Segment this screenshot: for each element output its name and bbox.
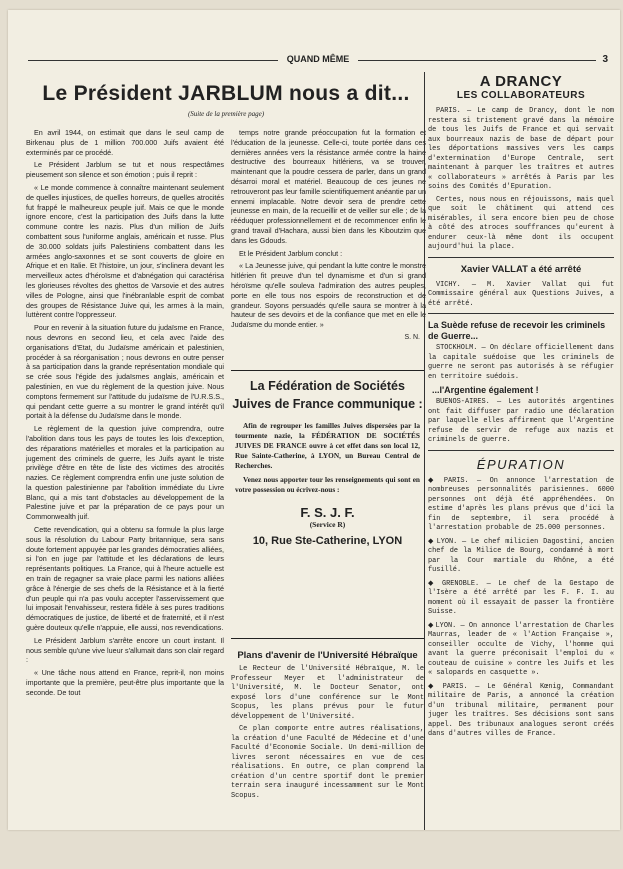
article-signature: S. N. [404,333,420,341]
epuration-item-text: PARIS. — Le Général Kœnig, Commandant militaire de Paris, a annoncé la création d'un tribunal militaire, permanent pour juger les traîtres. Ses décisions sont sans appel. Des tribunaux analogues seront créés dans d'autres villes de France. [428,682,614,738]
argentine-heading: ...l'Argentine également ! [432,385,539,395]
university-article [231,650,424,804]
section-rule [428,313,614,314]
main-article-subtitle: (Suite de la première page) [187,110,265,118]
page-header [8,54,620,64]
epuration-item [428,537,614,576]
university-paragraph: Le Recteur de l'Université Hébraïque, M. le Professeur Meyer et l'administrateur de l'Université, M. le Docteur Senator, ont exposé lors d'une conférence sur le Mont Scopus, les plans prévus pour le futur développement de l'Université. [231,665,424,721]
drancy-subtitle: LES COLLABORATEURS [456,90,586,101]
article-paragraph: Le Président Jarblum s'arrête encore un court instant. Il nous semble qu'une vive lueur s'allumait dans son clair regard : [26,635,224,665]
article-paragraph: Cette revendication, qui a obtenu sa formule la plus large sous la résolution du Labour Party britannique, sera sans doute fortement appuyée par les grandes démocraties alliées, si l'on en juge par l'attitude et les déclarations de leurs représentants politiques. La France, qui à l'heure actuelle est en train de regagner sa vraie place parmi les nations alliées grâce à l'énergie de ses chefs de la Résistance et à la fierté d'un peuple qui n'a pas voulu accepter l'asservissement que lui imposait l'envahisseur, restera fidèle à ses pures traditions démocratiques de justice, de liberté et de fraternité, et il n'est guère douteux qu'elle n'appuie, elle aussi, nos revendications. [26,525,224,633]
article-paragraph: « La Jeunesse juive, qui pendant la lutte contre le monstre hitlérien fit preuve d'un tel dynamisme et d'un si grand héroïsme qu'elle souleva l'admiration des autres peuples, porte en elle tous nos espoirs de reconstruction et de grandeur. Soyons persuadés qu'elle saura se montrer à la hauteur de ses devoirs et de la confiance que met en elle le Judaïsme du monde entier. » [231,261,426,330]
section-rule [428,450,614,451]
federation-address: 10, Rue Ste-Catherine, LYON [252,535,403,547]
epuration-item-text: GRENOBLE. — Le chef de la Gestapo de l'Isère a été arrêté par les F. F. I. au moment où il essayait de passer la frontière Suisse. [428,579,614,616]
epuration-item [428,579,614,618]
diamond-bullet-icon: ◆ [428,537,437,545]
article-paragraph: En avril 1944, on estimait que dans le seul camp de Birkenau plus de 1 million 700.000 Juifs avaient été exterminés par ce procédé. [26,128,224,157]
drancy-title: A DRANCY [479,74,563,90]
suede-heading: La Suède refuse de recevoir les criminels de Guerre... [428,320,606,341]
federation-heading: La Fédération de Sociétés Juives de France communique : [232,379,423,411]
article-paragraph: Pour en revenir à la situation future du judaïsme en France, nous devrons en second lieu, et cela avec l'aide des organisations d'Etat, du Judaïsme américain et palestinien, procéder à sa réorganisation ; nous devrons en outre penser à sa participation dans la grande représentation mondiale qui se crée sous l'égide des judaïsmes anglais, américain et palestinien, en vue du règlement de la question juive. Nous comptons fermement sur l'attitude du judaïsme de l'U.R.S.S., qui pendant cette guerre a su montrer le grand intérêt qu'il portait à la défense du Judaïsme dans le monde. [26,323,224,421]
drancy-paragraph: Certes, nous nous en réjouissons, mais quel que soit le châtiment qui attend ces misérables, il sera encore bien peu de chose à côté des atroces souffrances qu'eurent à endurer ceux-là même dont ils occupent aujourd'hui la place. [428,195,614,251]
vallat-heading: Xavier VALLAT a été arrêté [460,263,582,275]
vallat-text: VICHY. — M. Xavier Vallat qui fut Commissaire général aux Questions Juives, a été arrêté. [428,280,614,308]
newspaper-page [8,10,620,830]
epuration-item [428,621,614,679]
header-rule-right [358,60,596,61]
argentine-text: BUENOS-AIRES. — Les autorités argentines ont fait diffuser par radio une déclaration par laquelle elles affirment que l'Argentine refuse de servir de refuge aux nazis et criminels de guerre. [428,398,614,444]
main-article-column-1 [26,128,224,808]
section-rule [428,257,614,258]
newspaper-title: QUAND MÊME [286,54,350,64]
drancy-paragraph: PARIS. — Le camp de Drancy, dont le nom restera si tristement gravé dans la mémoire de tous les Juifs de France et qui servait aux bourreaux nazis de base de départ pour les déportations massives vers les camps d'extermination d'Europe Centrale, sert maintenant à parquer les traîtres et autres « collaborateurs » arrêtés à Paris par les soins des Comités d'Epuration. [428,107,614,191]
diamond-bullet-icon: ◆ [428,476,444,484]
suede-text: STOCKHOLM. — On déclare officiellement dans la capitale suédoise que les criminels de guerre ne seront pas autorisés à se réfugier en territoire suédois. [428,344,614,381]
epuration-item-text: LYON. — On annonce l'arrestation de Charles Maurras, leader de « l'Action Française », conseiller occulte de Vichy, l'homme qui avant la guerre préconisait l'emploi du « couteau de cuisine » contre les Juifs et les « salopards en casquette ». [428,621,614,677]
federation-notice-box [231,370,424,639]
header-rule-left [28,60,278,61]
epuration-item [428,476,614,534]
column-divider [424,72,425,830]
article-paragraph: Et le Président Jarblum conclut : [239,248,343,258]
federation-service: (Service R) [309,520,346,529]
diamond-bullet-icon: ◆ [428,579,442,587]
article-paragraph: temps notre grande préoccupation fut la formation et l'éducation de la jeunesse. Celle-ci, toute portée dans ces dernières années vers la résistance armée contre la haine destructive des bourreaux hitlériens, va se trouver, maintenant que la poudre cessera de parler, dans un grand désarroi moral et matériel. Beaucoup de ces jeunes ne retrouveront pas leur famille scientifiquement anéantie par un ennemi implacable. Notre devoir sera de prendre cette jeunesse en main, de la recueillir et de veiller sur elle ; de la rééduquer professionnellement et de recommencer enfin le grand travail d'Hachara, aussi bien dans les Kiboutzim que dans les Gdouds. [231,128,426,245]
right-column [428,74,614,743]
main-article-column-2 [231,128,426,363]
federation-paragraph: Venez nous apporter tour les renseignements qui sont en votre possession ou écrivez-nous : [235,475,420,494]
diamond-bullet-icon: ◆ [428,621,436,629]
epuration-heading: ÉPURATION [476,456,566,472]
federation-paragraph: Afin de regrouper les familles Juives dispersées par la tourmente nazie, la FÉDÉRATION DE SOCIÉTÉS JUIVES DE FRANCE ouvre à cet effet dans son local 12, Rue Sainte-Catherine, à LYON, un Bureau Central de Recherches. [235,421,420,470]
page-number: 3 [602,54,608,65]
federation-body [231,413,424,495]
epuration-item [428,682,614,740]
article-paragraph: « Une tâche nous attend en France, reprit-il, non moins importante que la première, peut-être plus importante que la seconde. De tout [26,668,224,697]
university-paragraph: Ce plan comporte entre autres réalisations, la création d'une Faculté de Médecine et d'une Faculté d'Economie Sociale. Un demi-million de livres seront nécessaires en vue de ces réalisations. En outre, ce plan comprend la création d'un centre sportif dont le premier terrain sera inauguré incessamment sur le Mont Scopus. [231,725,424,800]
article-paragraph: « Le monde commence à connaître maintenant seulement de quelles injustices, de quelles horreurs, de quelles atrocités fut frappé le malheureux peuple juif. Mais ce que le monde ignore encore, c'est la participation des Juifs dans la lutte commune contre les nazis. Plus d'un million de Juifs combattent sous l'uniforme anglais, américain et russe. Plus de 30.000 soldats juifs Palestiniens combattent dans les armées anglo-saxonnes et se sont couverts de gloire en Afrique et en Italie. Et l'histoire, un jour, s'inclinera devant les merveilleux actes d'héroïsme et d'abnégation qui caractérisa les glorieuses révoltes des ghettos de Varsovie et des autres villes de Pologne, ainsi que l'inébranlable esprit de combat des groupes de Résistance Juive qui, les armes à la main, luttèrent contre l'oppresseur. [26,182,224,320]
federation-org: F. S. J. F. [300,505,355,520]
epuration-item-text: PARIS. — On annonce l'arrestation de nombreuses personnalités parisiennes. 6000 personnes ont déjà été appréhendées. On estime d'après les plans prévus que d'ici la fin de septembre, il sera procédé à l'arrestation probable de 25.000 personnes. [428,476,614,532]
diamond-bullet-icon: ◆ [428,682,443,690]
article-paragraph: Le Président Jarblum se tut et nous respectâmes pieusement son silence et son émotion ; puis il reprit : [26,160,224,180]
main-article-title: Le Président JARBLUM nous a dit... [42,82,410,105]
article-paragraph: Le règlement de la question juive comprendra, outre l'abolition dans tous les pays de toutes les lois d'exception, des réparations matérielles et morales et la participation au jugement des criminels de guerre, les Juifs ayant le triste privilège d'être en tête de liste des victimes des atrocités nazies. Ce règlement comprendra enfin une juste solution de la question palestinienne par l'abolition immédiate du Livre Blanc, qui a mis tant d'obstacles au développement de la Palestine juive et par la préparation de ce pays pour un Commonwealth juif. [26,424,224,522]
epuration-item-text: LYON. — Le chef milicien Dagostini, ancien chef de la Milice de Bourg, condamné à mort par la Cour martiale du Rhône, a été fusillé. [428,537,614,574]
university-heading: Plans d'avenir de l'Université Hébraïque [237,650,418,661]
